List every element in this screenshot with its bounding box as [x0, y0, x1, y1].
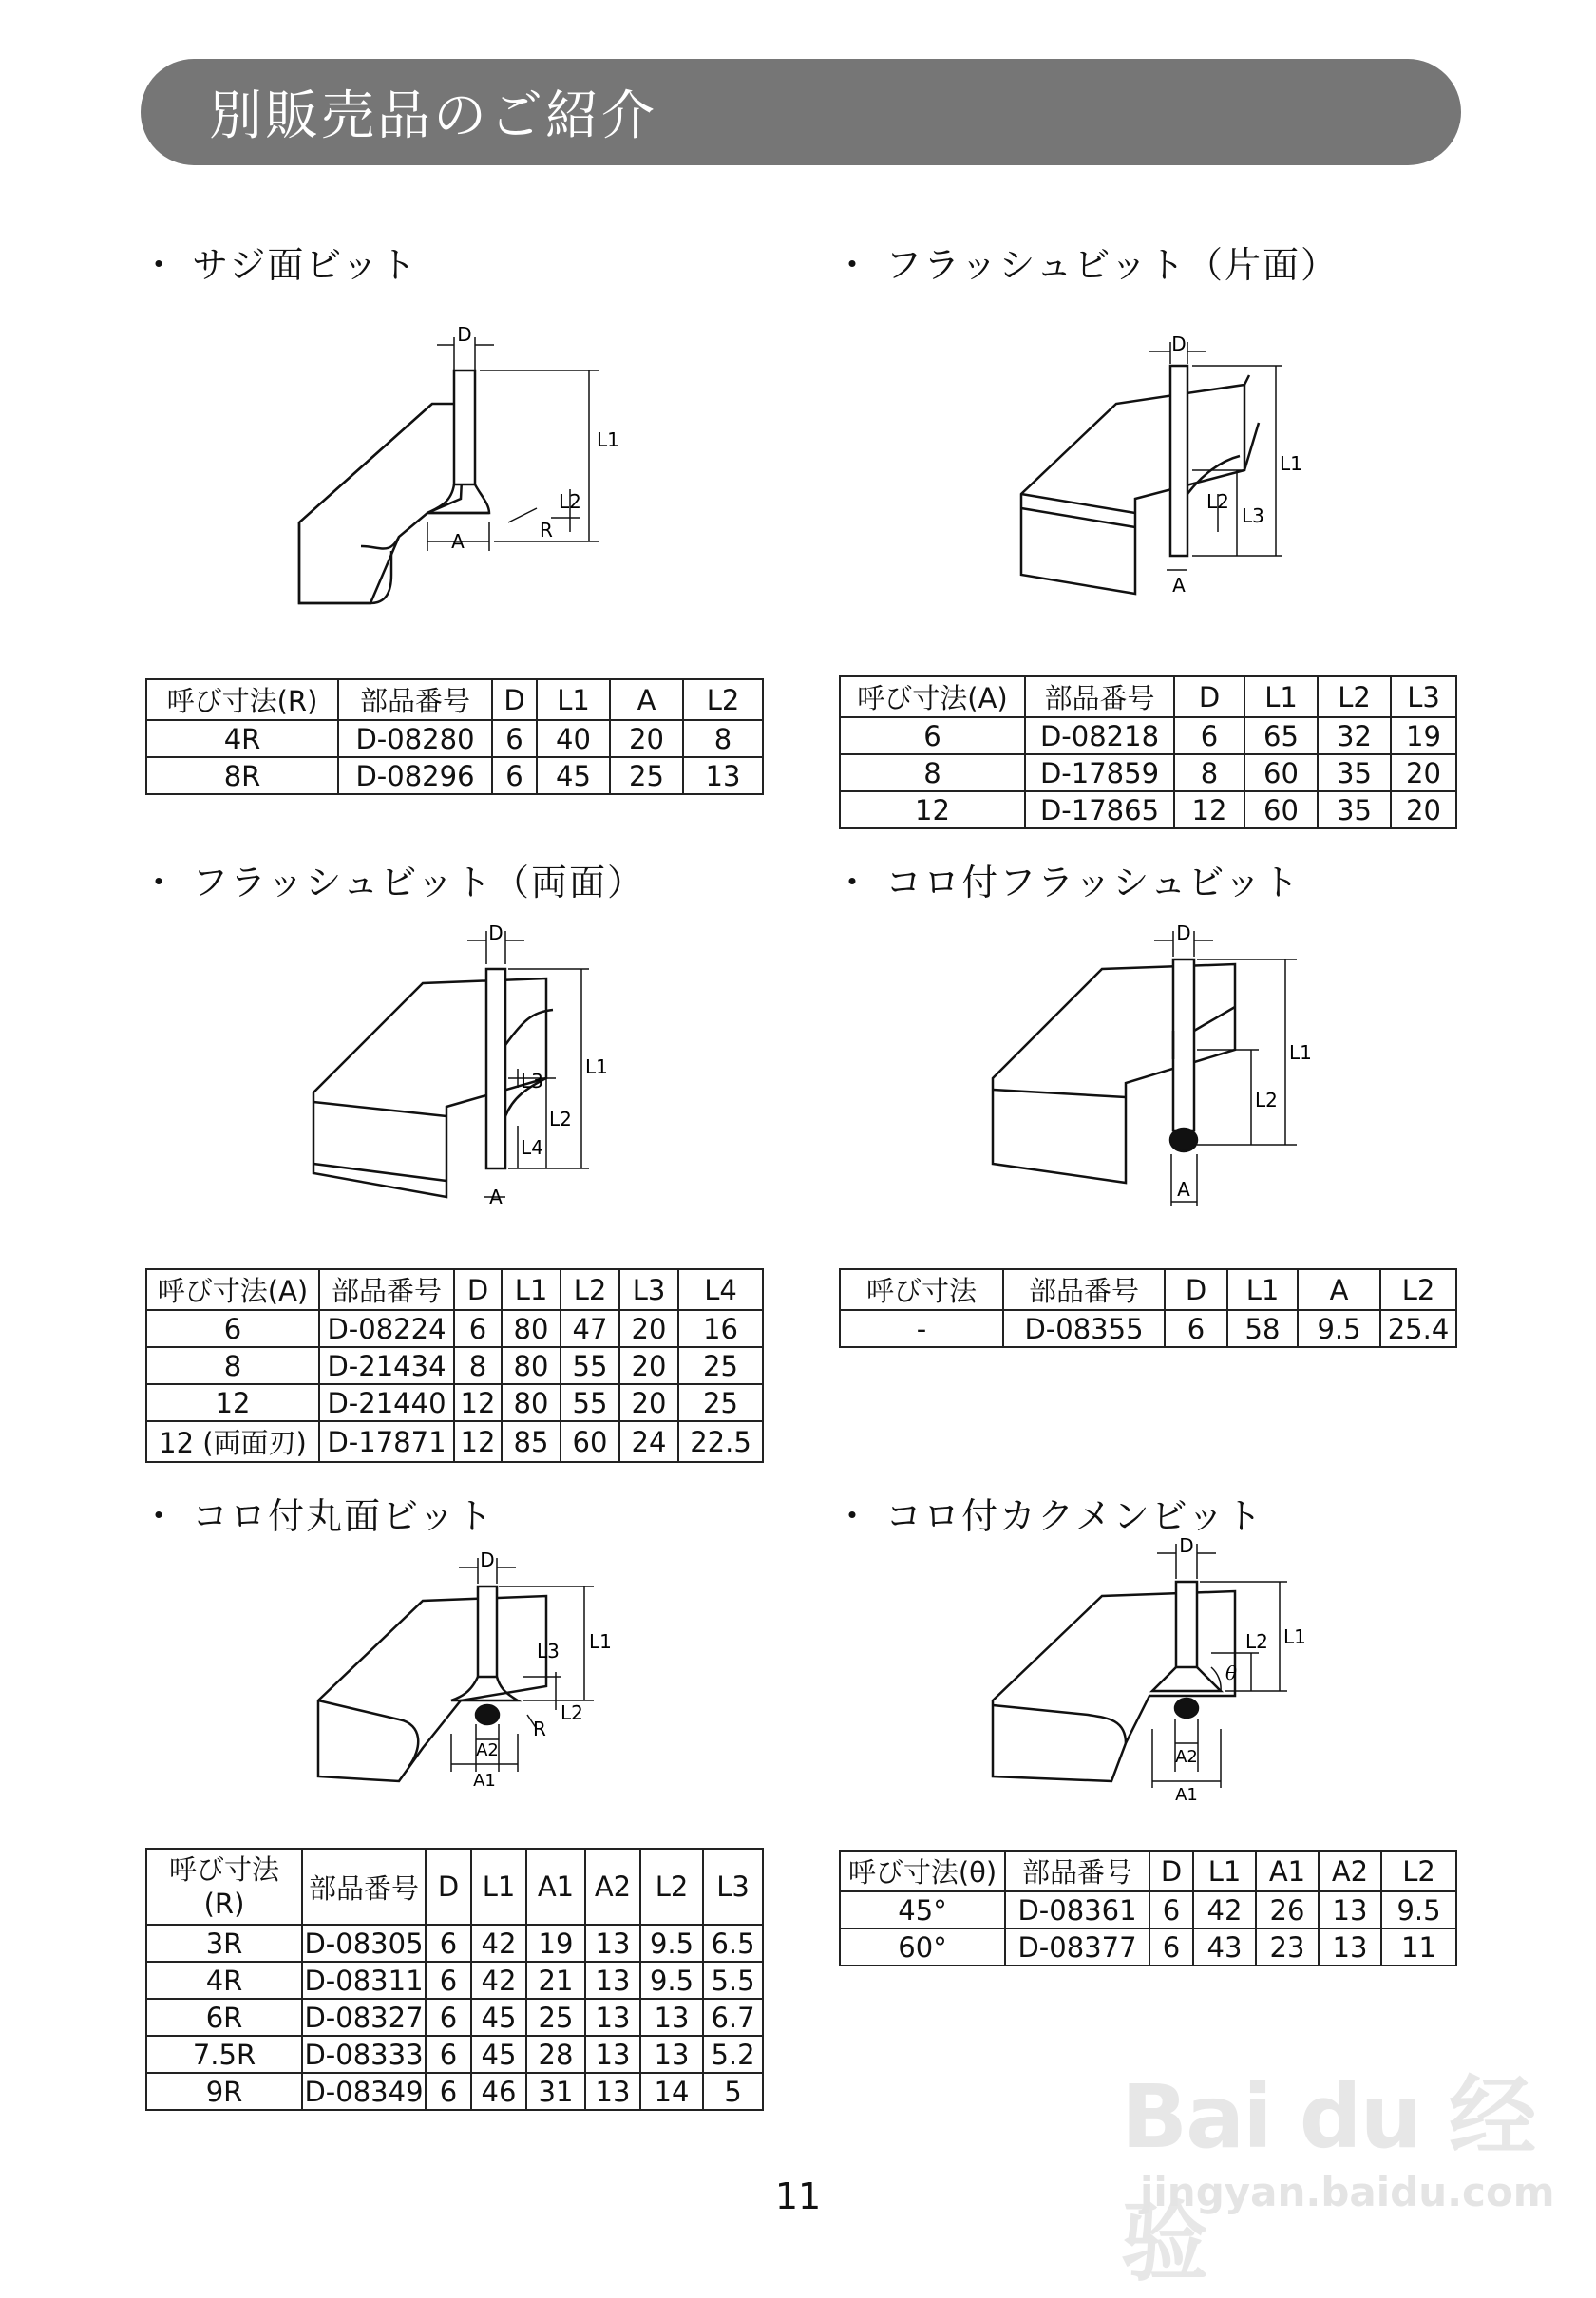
- table-cell: 13: [585, 1999, 640, 2036]
- section-title-roller-round: ・ コロ付丸面ビット: [141, 1495, 495, 1537]
- table-row: [146, 720, 763, 757]
- table-cell: 60: [1244, 754, 1318, 791]
- table-cell: 26: [1256, 1891, 1319, 1928]
- table-header-cell: 呼び寸法(A): [840, 676, 1025, 717]
- table-cell: 25: [610, 757, 683, 794]
- table-header-cell: 部品番号: [1005, 1851, 1150, 1891]
- table-cell: 6: [840, 717, 1025, 754]
- table-cell: 13: [640, 1999, 703, 2036]
- watermark-logo: Bai du 经验: [1121, 2066, 1535, 2293]
- table-cell: D-08224: [319, 1310, 454, 1347]
- table-row: [146, 1421, 763, 1462]
- table-row: [146, 2036, 763, 2073]
- table-cell: 8: [683, 720, 763, 757]
- table-cell: 60: [1244, 791, 1318, 828]
- section-title-roller-flush: ・ コロ付フラッシュビット: [834, 862, 1302, 903]
- table-header-cell: D: [1165, 1269, 1227, 1310]
- roller-chamfer-label-a2: A2: [1175, 1747, 1198, 1767]
- table-cell: 6: [426, 2073, 471, 2110]
- table-cell: 6: [426, 2036, 471, 2073]
- table-header-cell: L2: [640, 1849, 703, 1925]
- table-row: [146, 757, 763, 794]
- page-number: 11: [774, 2175, 822, 2217]
- table-cell: 58: [1227, 1310, 1298, 1347]
- table-cell: 13: [585, 1962, 640, 1999]
- roller-flush-spec-table: [839, 1268, 1457, 1348]
- saji-label-a: A: [451, 530, 465, 553]
- section-title-flush-single: ・ フラッシュビット（片面）: [834, 244, 1340, 286]
- table-header-cell: 呼び寸法(R): [146, 679, 338, 720]
- table-cell: 6R: [146, 1999, 302, 2036]
- table-cell: 60°: [840, 1928, 1005, 1966]
- table-cell: D-17871: [319, 1421, 454, 1462]
- table-header-cell: 部品番号: [1003, 1269, 1165, 1310]
- table-cell: 12: [1174, 791, 1244, 828]
- table-cell: 55: [560, 1347, 619, 1384]
- table-header-cell: A: [1298, 1269, 1380, 1310]
- table-cell: 7.5R: [146, 2036, 302, 2073]
- table-cell: 19: [526, 1925, 585, 1962]
- table-cell: 32: [1318, 717, 1391, 754]
- table-header-cell: L4: [678, 1269, 763, 1310]
- table-header-cell: 部品番号: [1025, 676, 1174, 717]
- table-header-cell: A1: [526, 1849, 585, 1925]
- table-cell: 13: [640, 2036, 703, 2073]
- table-cell: D-08311: [302, 1962, 426, 1999]
- table-cell: 14: [640, 2073, 703, 2110]
- roller-flush-label-d: D: [1176, 921, 1191, 944]
- saji-label-l1: L1: [597, 428, 619, 451]
- table-cell: D-17859: [1025, 754, 1174, 791]
- table-cell: 6: [146, 1310, 319, 1347]
- flush-single-label-l1: L1: [1280, 452, 1302, 475]
- flush-double-label-d: D: [488, 921, 504, 944]
- table-cell: D-08333: [302, 2036, 426, 2073]
- table-cell: 6.5: [703, 1925, 763, 1962]
- table-header-cell: L1: [1227, 1269, 1298, 1310]
- table-cell: -: [840, 1310, 1003, 1347]
- table-cell: 13: [585, 2073, 640, 2110]
- roller-round-spec-table: [145, 1848, 764, 2111]
- table-cell: 6: [1150, 1891, 1193, 1928]
- saji-label-r: R: [540, 519, 553, 541]
- roller-flush-label-a: A: [1177, 1178, 1190, 1201]
- table-header-cell: L1: [537, 679, 610, 720]
- table-header-cell: L1: [1193, 1851, 1256, 1891]
- table-header-cell: 呼び寸法(A): [146, 1269, 319, 1310]
- roller-round-label-a1: A1: [473, 1771, 496, 1791]
- table-cell: 42: [1193, 1891, 1256, 1928]
- table-cell: 6: [426, 1999, 471, 2036]
- table-row: [840, 754, 1456, 791]
- table-row: [146, 2073, 763, 2110]
- table-header-cell: D: [1174, 676, 1244, 717]
- table-cell: 12: [454, 1384, 502, 1421]
- table-cell: 25: [526, 1999, 585, 2036]
- flush-single-bit-diagram: [1007, 332, 1311, 603]
- table-header-cell: D: [492, 679, 537, 720]
- table-cell: 20: [619, 1384, 678, 1421]
- table-cell: 9.5: [1298, 1310, 1380, 1347]
- table-header-cell: 部品番号: [319, 1269, 454, 1310]
- table-cell: D-08361: [1005, 1891, 1150, 1928]
- table-cell: 80: [502, 1347, 560, 1384]
- table-header-cell: L3: [703, 1849, 763, 1925]
- table-cell: 45°: [840, 1891, 1005, 1928]
- roller-chamfer-label-theta: θ: [1226, 1662, 1238, 1684]
- table-cell: 45: [471, 2036, 526, 2073]
- table-cell: 5.2: [703, 2036, 763, 2073]
- roller-round-bit-diagram: [309, 1548, 613, 1810]
- table-cell: 6: [1174, 717, 1244, 754]
- roller-chamfer-label-a1: A1: [1175, 1785, 1198, 1805]
- table-cell: 8: [454, 1347, 502, 1384]
- table-cell: 12: [146, 1384, 319, 1421]
- flush-double-label-l1: L1: [585, 1055, 608, 1078]
- table-header-cell: 呼び寸法(θ): [840, 1851, 1005, 1891]
- table-row: [146, 1925, 763, 1962]
- table-cell: 25: [678, 1384, 763, 1421]
- roller-chamfer-label-d: D: [1179, 1534, 1194, 1557]
- table-cell: 40: [537, 720, 610, 757]
- table-cell: 28: [526, 2036, 585, 2073]
- table-cell: 35: [1318, 754, 1391, 791]
- table-cell: 6: [454, 1310, 502, 1347]
- table-cell: 8: [1174, 754, 1244, 791]
- table-cell: 65: [1244, 717, 1318, 754]
- table-cell: 13: [585, 1925, 640, 1962]
- table-cell: 46: [471, 2073, 526, 2110]
- section-title-saji: ・ サジ面ビット: [141, 244, 418, 286]
- table-header-cell: D: [454, 1269, 502, 1310]
- table-row: [146, 1384, 763, 1421]
- saji-spec-table: [145, 678, 764, 795]
- table-cell: 6: [492, 757, 537, 794]
- table-cell: 13: [1319, 1928, 1381, 1966]
- table-cell: D-08377: [1005, 1928, 1150, 1966]
- table-cell: 5.5: [703, 1962, 763, 1999]
- roller-chamfer-label-l2: L2: [1245, 1630, 1268, 1653]
- table-cell: 22.5: [678, 1421, 763, 1462]
- table-cell: 6: [426, 1925, 471, 1962]
- table-cell: 23: [1256, 1928, 1319, 1966]
- table-header-row: [840, 1851, 1456, 1891]
- table-header-cell: L2: [683, 679, 763, 720]
- table-cell: D-21440: [319, 1384, 454, 1421]
- table-cell: 5: [703, 2073, 763, 2110]
- table-cell: 60: [560, 1421, 619, 1462]
- table-header-cell: A2: [585, 1849, 640, 1925]
- table-header-cell: 呼び寸法: [840, 1269, 1003, 1310]
- flush-single-label-a: A: [1172, 574, 1186, 597]
- table-header-cell: L2: [1381, 1851, 1456, 1891]
- flush-double-bit-diagram: [304, 921, 618, 1211]
- roller-round-label-r: R: [533, 1718, 546, 1740]
- table-header-cell: 呼び寸法 (R): [146, 1849, 302, 1925]
- table-cell: 43: [1193, 1928, 1256, 1966]
- table-cell: 6: [492, 720, 537, 757]
- table-cell: 12: [840, 791, 1025, 828]
- table-cell: 42: [471, 1962, 526, 1999]
- table-header-row: [146, 679, 763, 720]
- roller-round-label-l3: L3: [537, 1640, 560, 1662]
- table-cell: 4R: [146, 720, 338, 757]
- table-cell: 8: [840, 754, 1025, 791]
- table-cell: 9.5: [640, 1962, 703, 1999]
- table-cell: 85: [502, 1421, 560, 1462]
- table-header-cell: A2: [1319, 1851, 1381, 1891]
- table-header-cell: D: [426, 1849, 471, 1925]
- flush-double-label-a: A: [489, 1186, 503, 1208]
- table-header-cell: L1: [1244, 676, 1318, 717]
- table-header-row: [146, 1269, 763, 1310]
- table-cell: 31: [526, 2073, 585, 2110]
- table-cell: 13: [683, 757, 763, 794]
- flush-double-label-l3: L3: [521, 1070, 543, 1092]
- table-cell: 13: [585, 2036, 640, 2073]
- flush-double-spec-table: [145, 1268, 764, 1463]
- table-cell: 4R: [146, 1962, 302, 1999]
- table-row: [840, 1928, 1456, 1966]
- header-banner: [141, 59, 1461, 165]
- flush-double-label-l2: L2: [549, 1108, 572, 1130]
- table-header-cell: L2: [560, 1269, 619, 1310]
- table-row: [840, 1891, 1456, 1928]
- table-header-cell: L3: [619, 1269, 678, 1310]
- flush-single-label-l2: L2: [1206, 490, 1229, 513]
- table-cell: 20: [1391, 754, 1456, 791]
- table-row: [146, 1999, 763, 2036]
- table-cell: 9.5: [640, 1925, 703, 1962]
- table-cell: D-21434: [319, 1347, 454, 1384]
- table-cell: 20: [1391, 791, 1456, 828]
- table-row: [146, 1962, 763, 1999]
- table-row: [146, 1347, 763, 1384]
- table-cell: D-17865: [1025, 791, 1174, 828]
- table-row: [146, 1310, 763, 1347]
- table-cell: 45: [537, 757, 610, 794]
- roller-chamfer-label-l1: L1: [1283, 1625, 1306, 1648]
- table-cell: 6: [1165, 1310, 1227, 1347]
- table-cell: 6.7: [703, 1999, 763, 2036]
- table-header-cell: L3: [1391, 676, 1456, 717]
- table-cell: 47: [560, 1310, 619, 1347]
- roller-flush-label-l1: L1: [1289, 1041, 1312, 1064]
- table-cell: 3R: [146, 1925, 302, 1962]
- table-cell: 20: [610, 720, 683, 757]
- table-cell: 80: [502, 1310, 560, 1347]
- saji-label-l2: L2: [559, 490, 581, 513]
- roller-round-label-l2: L2: [560, 1701, 583, 1724]
- flush-single-label-l3: L3: [1242, 504, 1264, 527]
- table-header-cell: 部品番号: [338, 679, 492, 720]
- table-header-row: [840, 676, 1456, 717]
- table-cell: 6: [1150, 1928, 1193, 1966]
- section-title-flush-double: ・ フラッシュビット（両面）: [141, 862, 646, 903]
- table-header-cell: L2: [1380, 1269, 1456, 1310]
- table-cell: D-08327: [302, 1999, 426, 2036]
- table-cell: 12 (両面刃): [146, 1421, 319, 1462]
- table-header-cell: A: [610, 679, 683, 720]
- table-cell: D-08305: [302, 1925, 426, 1962]
- saji-label-d: D: [457, 323, 472, 346]
- table-cell: D-08355: [1003, 1310, 1165, 1347]
- table-cell: 19: [1391, 717, 1456, 754]
- watermark-url: jingyan.baidu.com: [1140, 2169, 1555, 2215]
- section-title-roller-chamfer: ・ コロ付カクメンビット: [834, 1495, 1264, 1537]
- table-row: [840, 717, 1456, 754]
- table-cell: 20: [619, 1347, 678, 1384]
- table-cell: 8: [146, 1347, 319, 1384]
- table-cell: 12: [454, 1421, 502, 1462]
- table-cell: 80: [502, 1384, 560, 1421]
- roller-flush-bit-diagram: [983, 921, 1312, 1211]
- table-header-cell: L1: [471, 1849, 526, 1925]
- table-header-cell: D: [1150, 1851, 1193, 1891]
- table-cell: 11: [1381, 1928, 1456, 1966]
- table-row: [840, 791, 1456, 828]
- roller-round-label-a2: A2: [476, 1740, 499, 1760]
- table-cell: 20: [619, 1310, 678, 1347]
- flush-double-label-l4: L4: [521, 1136, 543, 1159]
- table-cell: D-08296: [338, 757, 492, 794]
- table-cell: 42: [471, 1925, 526, 1962]
- table-cell: 35: [1318, 791, 1391, 828]
- flush-single-label-d: D: [1171, 332, 1187, 355]
- table-cell: 9R: [146, 2073, 302, 2110]
- table-header-cell: A1: [1256, 1851, 1319, 1891]
- roller-chamfer-bit-diagram: [983, 1534, 1306, 1810]
- table-cell: D-08349: [302, 2073, 426, 2110]
- saji-bit-diagram: [294, 323, 627, 608]
- table-cell: 55: [560, 1384, 619, 1421]
- table-cell: 24: [619, 1421, 678, 1462]
- table-cell: 9.5: [1381, 1891, 1456, 1928]
- table-cell: 8R: [146, 757, 338, 794]
- table-header-row: [146, 1849, 763, 1925]
- roller-chamfer-spec-table: [839, 1850, 1457, 1966]
- table-cell: 13: [1319, 1891, 1381, 1928]
- baidu-watermark: [1121, 2047, 1558, 2293]
- table-cell: 6: [426, 1962, 471, 1999]
- table-cell: 21: [526, 1962, 585, 1999]
- table-cell: 25.4: [1380, 1310, 1456, 1347]
- table-cell: 45: [471, 1999, 526, 2036]
- table-cell: D-08280: [338, 720, 492, 757]
- table-header-row: [840, 1269, 1456, 1310]
- roller-flush-label-l2: L2: [1255, 1089, 1278, 1111]
- flush-single-spec-table: [839, 675, 1457, 829]
- table-cell: 25: [678, 1347, 763, 1384]
- table-header-cell: 部品番号: [302, 1849, 426, 1925]
- roller-round-label-l1: L1: [589, 1630, 612, 1653]
- table-cell: 16: [678, 1310, 763, 1347]
- table-row: [840, 1310, 1456, 1347]
- table-header-cell: L1: [502, 1269, 560, 1310]
- page-title: 別販売品のご紹介: [209, 85, 657, 147]
- table-header-cell: L2: [1318, 676, 1391, 717]
- roller-round-label-d: D: [480, 1548, 495, 1571]
- table-cell: D-08218: [1025, 717, 1174, 754]
